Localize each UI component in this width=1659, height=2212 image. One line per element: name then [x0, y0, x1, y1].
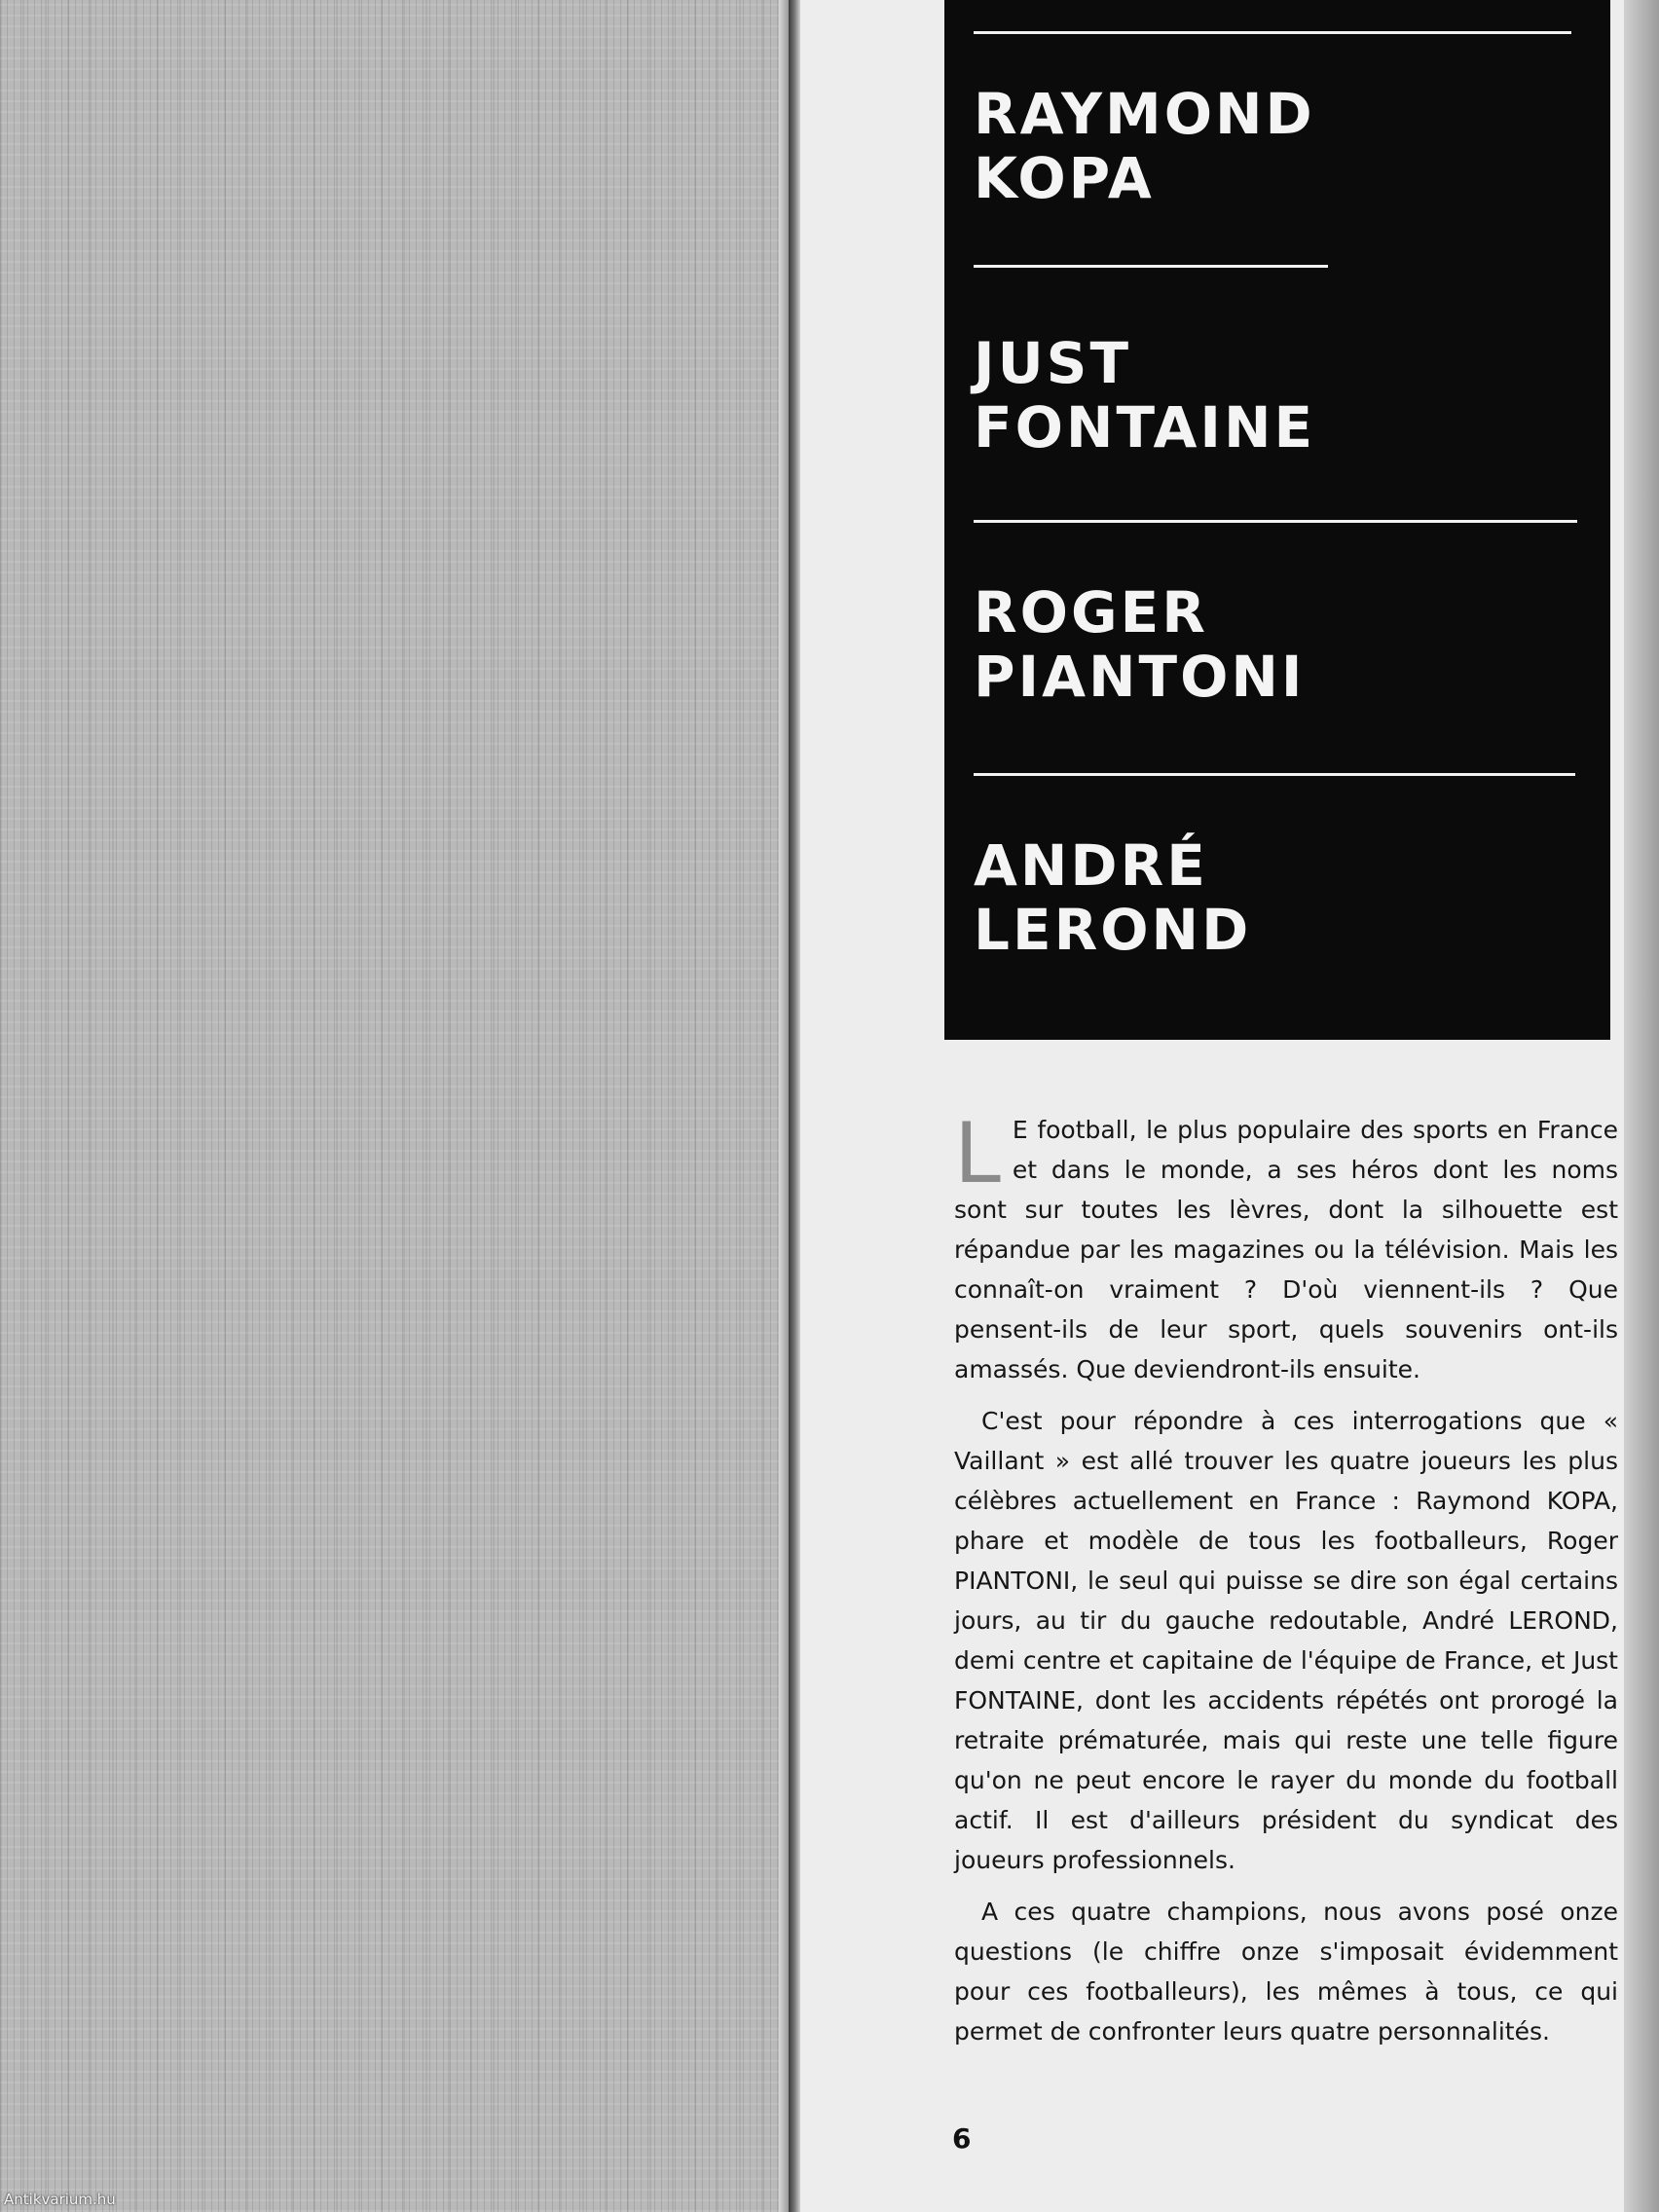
player-first-name: RAYMOND	[974, 81, 1315, 147]
player-name-kopa	[974, 82, 1315, 210]
divider-rule	[974, 520, 1577, 523]
player-name-lerond	[974, 833, 1251, 962]
player-last-name: KOPA	[974, 145, 1155, 211]
player-last-name: LEROND	[974, 897, 1252, 963]
player-first-name: ANDRÉ	[974, 832, 1208, 899]
book-gutter	[789, 0, 800, 2212]
article-paragraph: C'est pour répondre à ces interrogations que « Vaillant » est allé trouver les quatre joueurs les plus célèbres actuellement en France : Raymond KOPA, phare et modèle de tous les footballeurs, Roger PIANTONI, le seul qui puisse se dire son égal certains jours, au tir du gauche redoutable, André LEROND, demi centre et capitaine de l'équipe de France, et Just FONTAINE, dont les accidents répétés ont prorogé la retraite prématurée, mais qui reste une telle figure qu'on ne peut encore le rayer du monde du football actif. Il est d'ailleurs président du syndicat des joueurs professionnels.	[954, 1407, 1618, 1874]
player-last-name: PIANTONI	[974, 644, 1306, 710]
watermark-text: Antikvarium.hu	[4, 2191, 116, 2208]
article-paragraph: A ces quatre champions, nous avons posé onze questions (le chiffre onze s'imposait évidemment pour ces footballeurs), les mêmes à tous, ce qui permet de confronter leurs quatre personnalités.	[954, 1898, 1618, 2046]
player-first-name: ROGER	[974, 579, 1208, 645]
player-first-name: JUST	[974, 330, 1132, 396]
divider-rule	[974, 31, 1571, 34]
player-last-name: FONTAINE	[974, 394, 1316, 461]
player-name-piantoni	[974, 580, 1306, 709]
article-body	[954, 1105, 1618, 2063]
title-block	[944, 0, 1610, 1040]
left-page-edge	[779, 0, 789, 2212]
player-name-fontaine	[974, 331, 1315, 460]
divider-rule	[974, 265, 1328, 268]
page-number: 6	[952, 2122, 972, 2155]
divider-rule	[974, 773, 1575, 776]
left-endpaper	[0, 0, 789, 2212]
drop-cap: L	[954, 1105, 1001, 1202]
right-page-bleed	[1624, 0, 1659, 2212]
article-paragraph-text: E football, le plus populaire des sports en France et dans le monde, a ses héros dont les noms sont sur toutes les lèvres, dont la silhouette est répandue par les magazines ou la télévision. Mais les connaît-on vraiment ? D'où viennent-ils ? Que pensent-ils de leur sport, quels souvenirs ont-ils amassés. Que deviendront-ils ensuite.	[954, 1116, 1618, 1383]
article-paragraph	[954, 1105, 1618, 1389]
